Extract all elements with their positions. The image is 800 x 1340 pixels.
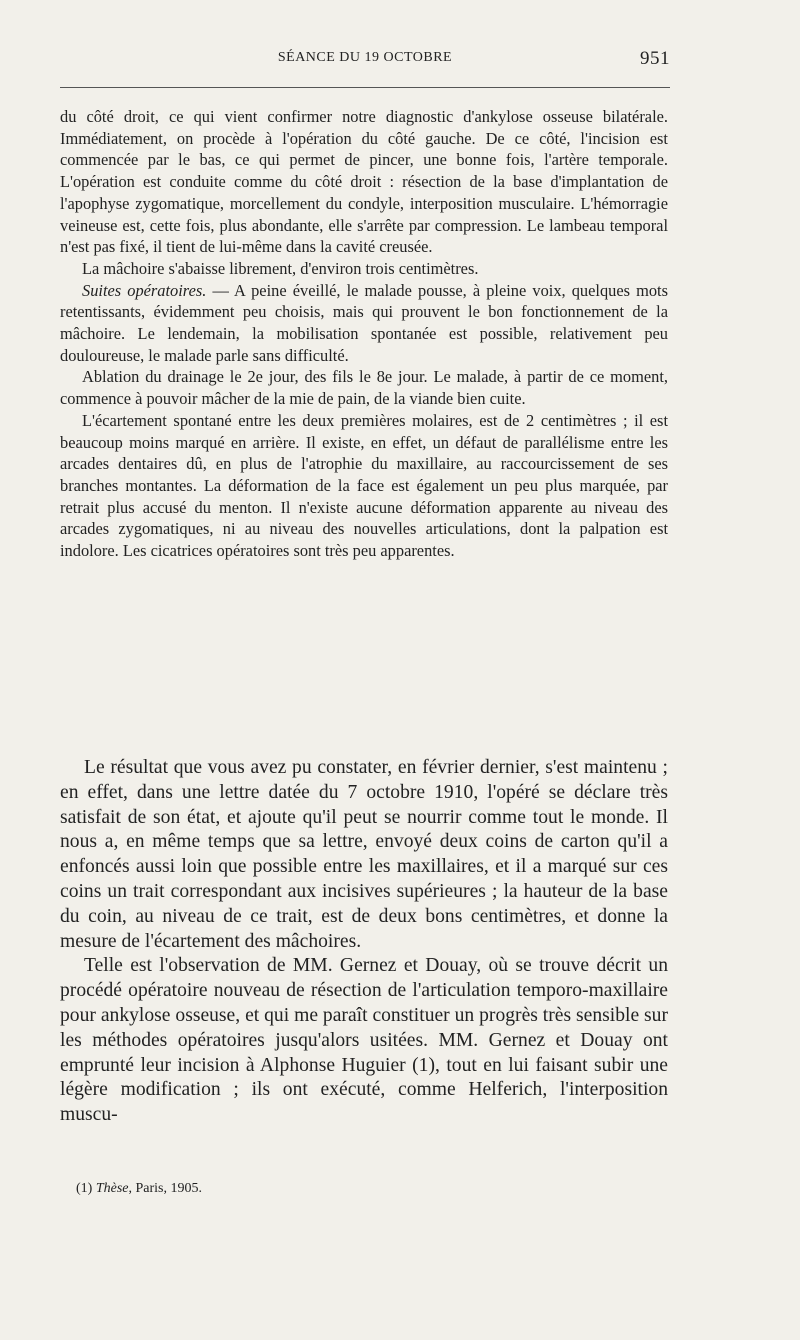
running-title: SÉANCE DU 19 OCTOBRE (277, 50, 453, 65)
section-body: — A peine éveillé, le malade pousse, à pleine voix, quelques mots retentissants, évidemment peu choisis, mais qui prouvent le bon fonctionnement de la mâchoire. Le lendemain, la mobilisation spontanée est possible, relativement peu douloureuse, le malade parle sans difficulté. (60, 280, 668, 365)
header-rule (60, 87, 670, 88)
observation-paragraph: Ablation du drainage le 2e jour, des fils le 8e jour. Le malade, à partir de ce moment, commence à pouvoir mâcher de la mie de pain, de la viande bien cuite. (60, 367, 668, 409)
main-text (60, 756, 668, 1128)
footnote (76, 1181, 202, 1197)
main-paragraph: Le résultat que vous avez pu constater, en février dernier, s'est maintenu ; en effet, dans une lettre datée du 7 octobre 1910, l'opéré se déclare très satisfait de son état, et ajoute qu'il peut se nourrir comme tout le monde. Il nous a, en même temps que sa lettre, envoyé deux coins de carton qu'il a enfoncés aussi loin que possible entre les maxillaires, et il a marqué sur ces coins un trait correspondant aux incisives supérieures ; la hauteur de la base du coin, au niveau de ce trait, est de deux bons centimètres, et donne la mesure de l'écartement des mâchoires. (60, 757, 668, 952)
observation-paragraph: La mâchoire s'abaisse librement, d'environ trois centimètres. (82, 258, 479, 278)
footnote-title: Thèse (95, 1181, 129, 1196)
footnote-rest: , Paris, 1905. (128, 1181, 202, 1196)
page-number: 951 (640, 48, 670, 69)
observation-text (60, 106, 668, 562)
observation-paragraph (60, 280, 668, 367)
observation-paragraph: L'écartement spontané entre les deux premières molaires, est de 2 centimètres ; il est beaucoup moins marqué en arrière. Il existe, en effet, un défaut de parallélisme entre les arcades dentaires dû, en plus de l'atrophie du maxillaire, au raccourcissement de ses branches montantes. La déformation de la face est également un peu plus marquée, par retrait plus accusé du menton. Il n'existe aucune déformation apparente au niveau des arcades zygomatiques, ni au niveau des nouvelles articulations, dont la palpation est indolore. Les cicatrices opératoires sont très peu apparentes. (60, 410, 668, 561)
running-header (60, 50, 670, 74)
section-title: Suites opératoires. (82, 280, 207, 300)
footnote-marker: (1) (76, 1181, 93, 1196)
observation-paragraph: du côté droit, ce qui vient confirmer notre diagnostic d'ankylose osseuse bilatérale. Immédiatement, on procède à l'opération du côté gauche. De ce côté, l'incision est commencée par le bas, ce qui permet de pincer, une bonne fois, l'artère temporale. L'opération est conduite comme du côté droit : résection de la base d'implantation de l'apophyse zygomatique, morcellement du condyle, interposition musculaire. L'hémorragie veineuse est, cette fois, plus abondante, elle s'arrête par compression. Le lambeau temporal n'est pas fixé, il tient de lui-même dans la cavité creusée. (60, 107, 668, 257)
main-paragraph: Telle est l'observation de MM. Gernez et Douay, où se trouve décrit un procédé opératoire nouveau de résection de l'articulation temporo-maxillaire pour ankylose osseuse, et qui me paraît constituer un progrès très sensible sur les méthodes opératoires jusqu'alors usitées. MM. Gernez et Douay ont emprunté leur incision à Alphonse Huguier (1), tout en lui faisant subir une légère modification ; ils ont exécuté, comme Helferich, l'interposition muscu- (60, 955, 668, 1126)
